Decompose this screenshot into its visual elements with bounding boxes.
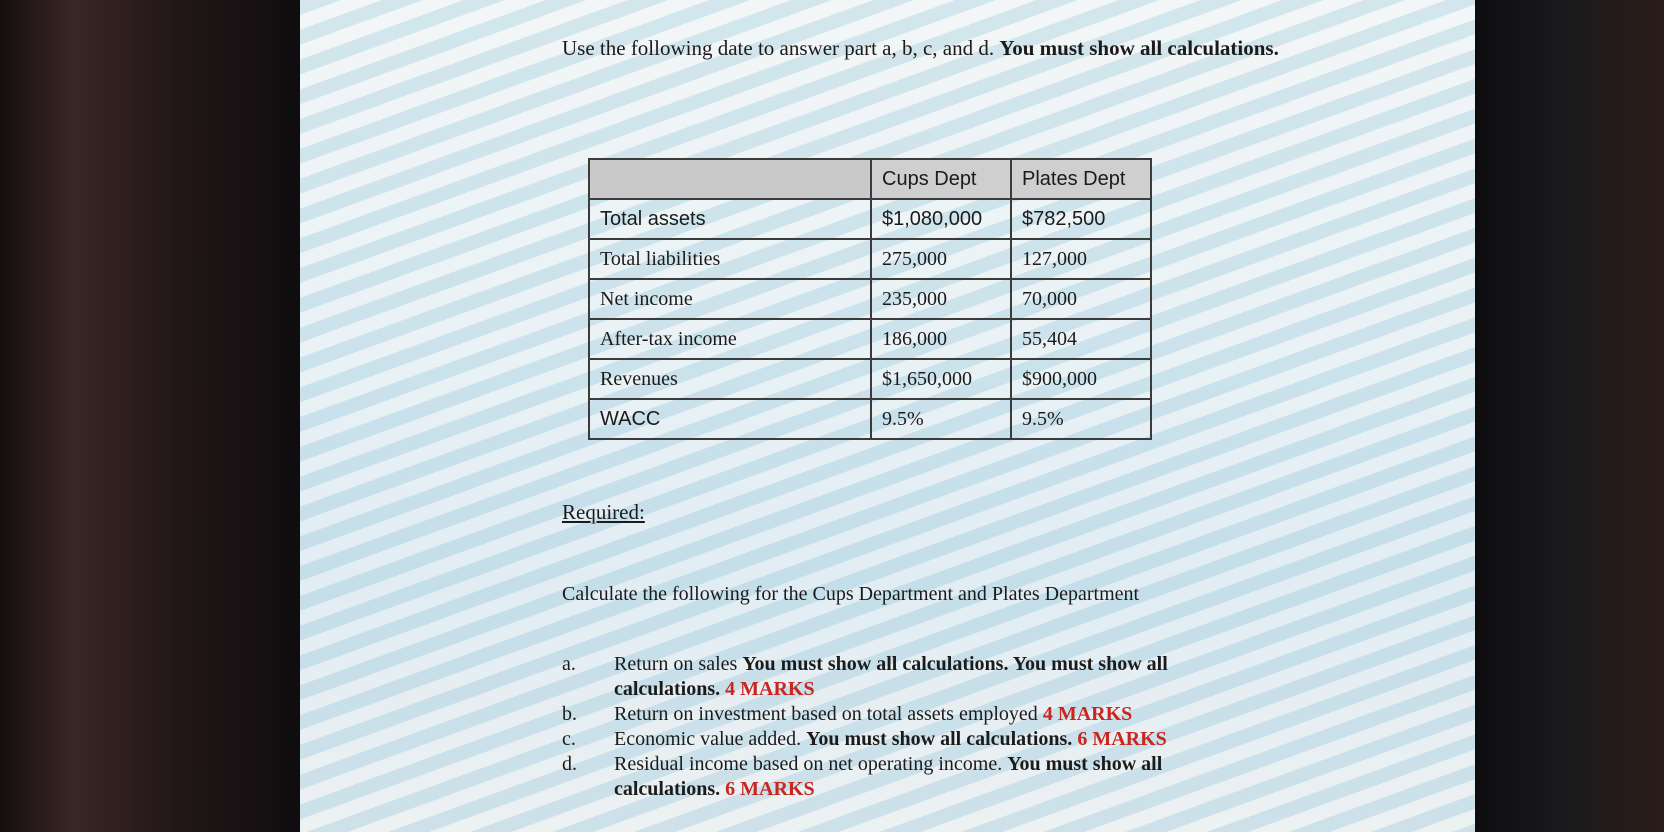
- table-row: [589, 279, 1151, 319]
- question-marks: 6 MARKS: [1077, 728, 1167, 750]
- question-text: Economic value added.: [614, 728, 802, 750]
- question-body: [614, 702, 1242, 727]
- row-label: Total liabilities: [589, 239, 871, 279]
- plates-value: 70,000: [1011, 279, 1151, 319]
- plates-value: 55,404: [1011, 319, 1151, 359]
- question-marks: 6 MARKS: [725, 778, 815, 800]
- intro-text: Calculate the following for the Cups Department and Plates Department: [562, 583, 1140, 605]
- row-label: After-tax income: [589, 319, 871, 359]
- plates-value: 9.5%: [1011, 399, 1151, 439]
- question-list: [562, 652, 1242, 802]
- question-body: [614, 752, 1242, 802]
- question-letter: b.: [562, 703, 577, 725]
- plates-value: 127,000: [1011, 239, 1151, 279]
- document-page: [300, 0, 1475, 832]
- cups-value: 186,000: [871, 319, 1011, 359]
- question-letter: a.: [562, 653, 576, 675]
- question-bold: You must show all calculations. You must show all calculations.: [614, 653, 1168, 700]
- question-item: [562, 652, 1242, 702]
- cups-value: 9.5%: [871, 399, 1011, 439]
- question-item: [562, 752, 1242, 802]
- question-body: [614, 652, 1242, 702]
- table-row: [589, 399, 1151, 439]
- monitor-bezel-right: [1474, 0, 1664, 832]
- table-row: [589, 359, 1151, 399]
- instruction-bold: You must show all calculations.: [999, 36, 1279, 60]
- cups-value: $1,650,000: [871, 359, 1011, 399]
- question-text: Return on investment based on total assets employed: [614, 703, 1038, 725]
- plates-value: $900,000: [1011, 359, 1151, 399]
- cups-value: 235,000: [871, 279, 1011, 319]
- data-table: [588, 158, 1152, 440]
- table-row: [589, 319, 1151, 359]
- question-text: Residual income based on net operating income.: [614, 753, 1003, 775]
- required-heading: Required:: [562, 500, 645, 524]
- question-bold: You must show all calculations.: [614, 753, 1163, 800]
- instruction-normal: Use the following date to answer part a, b, c, and d.: [562, 36, 995, 60]
- plates-value: $782,500: [1011, 199, 1151, 239]
- row-label: WACC: [589, 399, 871, 439]
- table-row: [589, 199, 1151, 239]
- question-marks: 4 MARKS: [725, 678, 815, 700]
- table-header-plates: Plates Dept: [1011, 159, 1151, 199]
- cups-value: $1,080,000: [871, 199, 1011, 239]
- row-label: Total assets: [589, 199, 871, 239]
- monitor-bezel-left: [0, 0, 300, 832]
- question-marks: 4 MARKS: [1042, 703, 1133, 725]
- question-letter: c.: [562, 728, 576, 750]
- table-header-cups: Cups Dept: [871, 159, 1011, 199]
- instruction-text: [562, 36, 1392, 61]
- table-header-empty: [589, 159, 871, 199]
- question-item: [562, 702, 1242, 727]
- question-bold: You must show all calculations.: [806, 728, 1073, 750]
- question-text: Return on sales: [614, 653, 738, 675]
- table-header-row: [589, 159, 1151, 199]
- question-letter: d.: [562, 753, 577, 775]
- row-label: Revenues: [589, 359, 871, 399]
- table-row: [589, 239, 1151, 279]
- question-body: [614, 727, 1242, 752]
- document-screen: [300, 0, 1475, 832]
- cups-value: 275,000: [871, 239, 1011, 279]
- question-item: [562, 727, 1242, 752]
- row-label: Net income: [589, 279, 871, 319]
